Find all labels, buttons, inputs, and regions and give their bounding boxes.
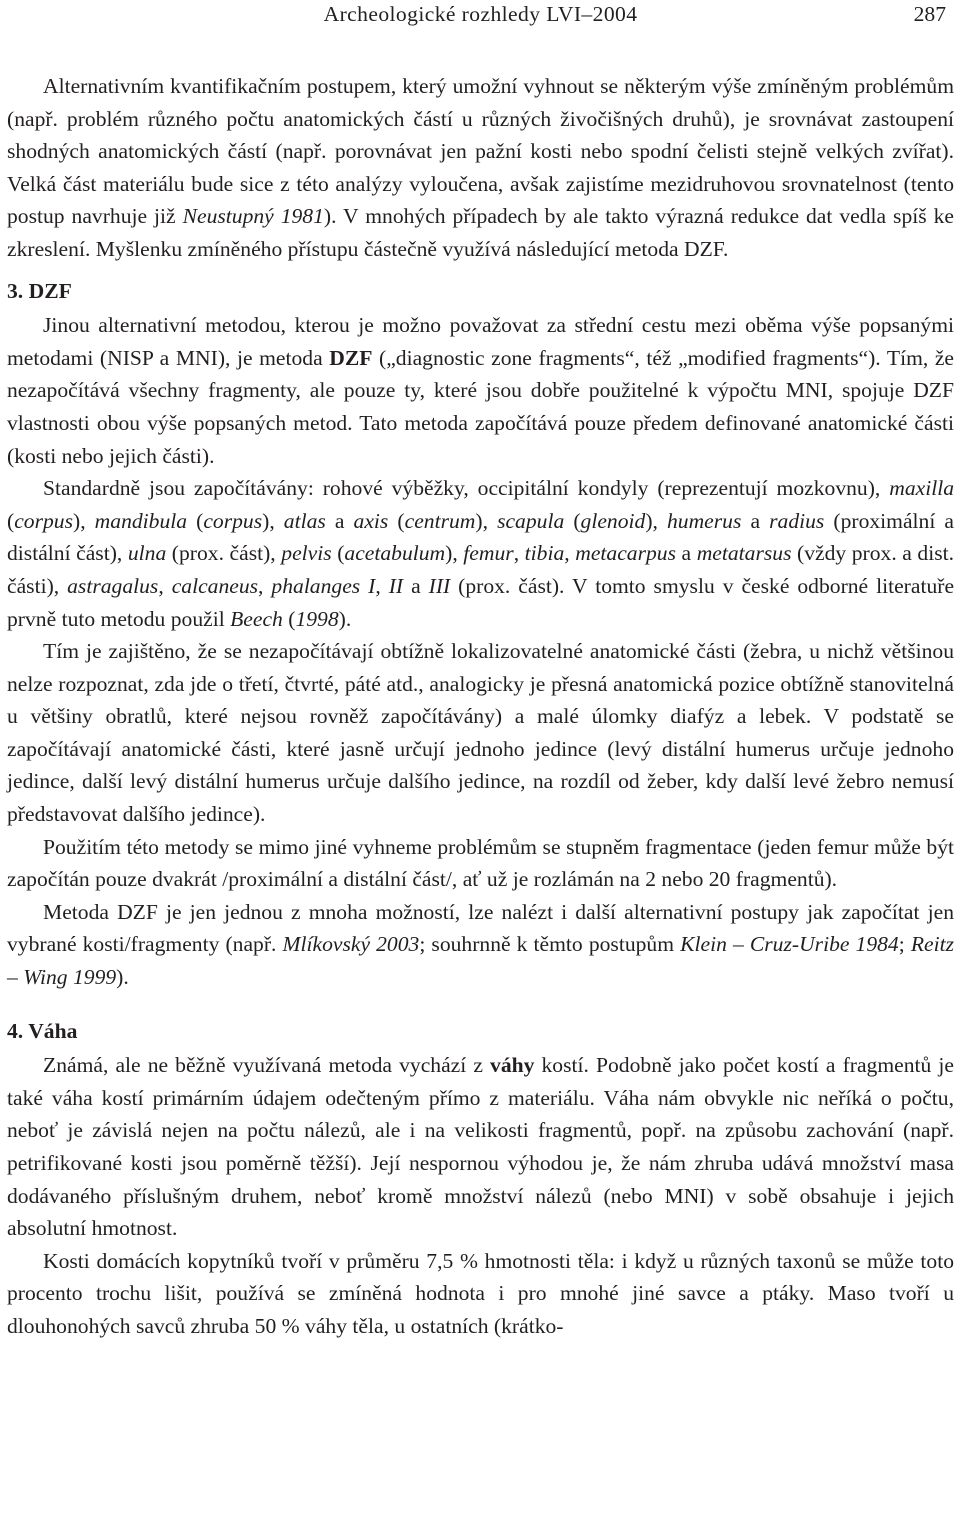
latin-term: centrum [404,508,476,533]
text-run: Jinou alternativní metodou, kterou je možno považovat za střední cestu mezi oběma výše popsanými metodami (NISP a MNI), je metoda [7,313,954,370]
text-run: ; [898,932,911,957]
text-run: (proximální a distální část), [7,508,955,566]
latin-term: acetabulum [344,541,446,566]
paragraph-weight-method [7,1049,954,1245]
bold-term: DZF [329,345,373,370]
text-run: ). [338,606,352,631]
latin-term: femur [463,541,514,566]
text-run: a [675,541,697,566]
text-run: a [325,508,354,533]
text-run: ( [187,508,204,533]
latin-term: maxilla [889,476,954,501]
latin-term: II [388,573,404,598]
latin-term: humerus [666,508,742,533]
citation-year: 1998 [295,606,339,631]
latin-term: III [428,573,451,598]
paragraph-dzf-elements [7,472,954,635]
text-run: ), [262,508,284,533]
latin-term: scapula [497,508,565,533]
text-run: Alternativním kvantifikačním postupem, který umožní vyhnout se některým výše zmíněným problémům (např. problém různého počtu anatomických částí u různých živočišných druhů), je srovnávat zastoupení shodných anatomických částí (např. porovnávat jen pažní kosti nebo spodní čelisti stejně velkých zvířat). Velká část materiálu bude sice z této analýzy vyloučena, avšak zajistíme mezidruhovou srovnatelnost (tento postup navrhuje již [7,74,954,229]
citation: Beech [230,606,283,631]
paragraph-dzf-fragmentation: Použitím této metody se mimo jiné vyhneme problémům se stupněm fragmentace (jeden femur může být započítán pouze dvakrát /proximální a distální část/, ať už je rozlámán na 2 nebo 20 fragmentů). [7,834,954,892]
text-run: ), [645,508,667,533]
text-run: ), [445,541,464,566]
citation: Mlíkovský 2003 [282,932,420,957]
journal-running-title: Archeologické rozhledy LVI–2004 [323,2,638,26]
latin-term: corpus [203,508,263,533]
text-run: ( [564,508,581,533]
paragraph-dzf-excluded-parts: Tím je zajištěno, že se nezapočítávají obtížně lokalizovatelné anatomické části (žebra, u nichž většinou nelze rozpoznat, zda jde o třetí, čtvrté, páté atd., analogicky je přesná anatomická pozice obtížně stanovitelná u většiny obratlů, které nejsou rovněž započítávány) a malé úlomky diafýz a lebek. V podstatě se započítávají anatomické části, které jasně určují jednoho jedince (levý distální humerus určuje jednoho jedince, další levý distální humerus určuje dalšího jedince, na rozdíl od žeber, kdy další levé žebro nemusí představovat dalšího jedince). [7,639,954,827]
paragraph-weight-percentages: Kosti domácích kopytníků tvoří v průměru 7,5 % hmotnosti těla: i když u různých taxonů se může toto procento trochu lišit, používá se zmíněná hodnota i pro mnohé jiné savce a ptáky. Maso tvoří u dlouhonohých savců zhruba 50 % váhy těla, u ostatních (krátko- [7,1248,954,1338]
text-run: („diagnostic zone fragments“, též „modified fragments“). Tím, že nezapočítává všechny fragmenty, ale pouze ty, které jsou dobře použitelné k výpočtu MNI, spojuje DZF vlastnosti obou výše popsaných metod. Tato metoda započítává pouze předem definované anatomické části (kosti nebo jejich části). [7,345,955,468]
citation: Neustupný 1981 [182,204,324,229]
text-run: , [258,573,272,598]
section-heading-weight: 4. Váha [7,1018,78,1043]
latin-term: phalanges I [271,573,376,598]
text-run: ( [7,508,15,533]
text-run: , [375,573,389,598]
paragraph-dzf-alternatives [7,896,954,994]
text-run: ), [475,508,498,533]
text-run: ( [282,606,296,631]
text-run: ( [331,541,345,566]
text-run: (prox. část). V tomto smyslu v české odborné literatuře prvně tuto metodu použil [7,573,955,631]
citation: Reitz – Wing 1999 [7,932,955,990]
text-run: a [403,573,429,598]
latin-term: calcaneus [171,573,259,598]
running-header [7,0,954,28]
latin-term: astragalus [67,573,159,598]
text-run: Známá, ale ne běžně využívaná metoda vychází z [43,1053,491,1078]
section-heading-dzf: 3. DZF [7,278,72,303]
text-run: (prox. část), [166,541,282,566]
text-run: kostí. Podobně jako počet kostí a fragmentů je také váha kostí primárním údajem odečteným přímo z materiálu. Váha nám obvykle nic neříká o počtu, neboť je závislá nejen na počtu nálezů, ale i na velikosti fragmentů, popř. na způsobu zachování (např. petrifikované kosti jsou poměrně těžší). Její nespornou výhodou je, že nám zhruba udává množství masa dodávaného příslušným druhem, neboť kromě množství nálezů (nebo MNI) v sobě obsahuje i jejich absolutní hmotnost. [7,1053,954,1241]
latin-term: corpus [14,508,73,533]
text-run: ). [116,965,129,990]
text-run: , [158,573,172,598]
latin-term: mandibula [94,508,188,533]
latin-term: radius [769,508,825,533]
latin-term: axis [353,508,389,533]
text-run: , [513,541,525,566]
citation: Klein – Cruz-Uribe 1984 [680,932,899,957]
text-run: Standardně jsou započítávány: rohové výběžky, occipitální kondyly (reprezentují mozkovnu), [43,476,890,501]
bold-term: váhy [490,1053,535,1078]
paragraph-intro [7,70,954,266]
text-run: , [564,541,576,566]
paragraph-dzf-definition [7,309,954,472]
text-run: Metoda DZF je jen jednou z mnoha možností, lze nalézt i další alternativní postupy jak započítat jen vybrané kosti/fragmenty (např. [7,899,954,957]
latin-term: metatarsus [696,541,792,566]
page-number: 287 [913,2,946,26]
latin-term: glenoid [580,508,646,533]
text-run: ). V mnohých případech by ale takto výrazná redukce dat vedla spíš ke zkreslení. Myšlenku zmíněného přístupu částečně využívá následující metoda DZF. [7,204,955,261]
text-run: ; souhrnně k těmto postupům [419,932,681,957]
text-run: a [741,508,770,533]
text-run: (vždy prox. a dist. části), [7,541,955,598]
latin-term: pelvis [281,541,332,566]
latin-term: metacarpus [575,541,676,566]
text-run: ), [73,508,95,533]
latin-term: atlas [283,508,326,533]
latin-term: ulna [127,541,167,566]
latin-term: tibia [524,541,565,566]
text-run: ( [388,508,405,533]
